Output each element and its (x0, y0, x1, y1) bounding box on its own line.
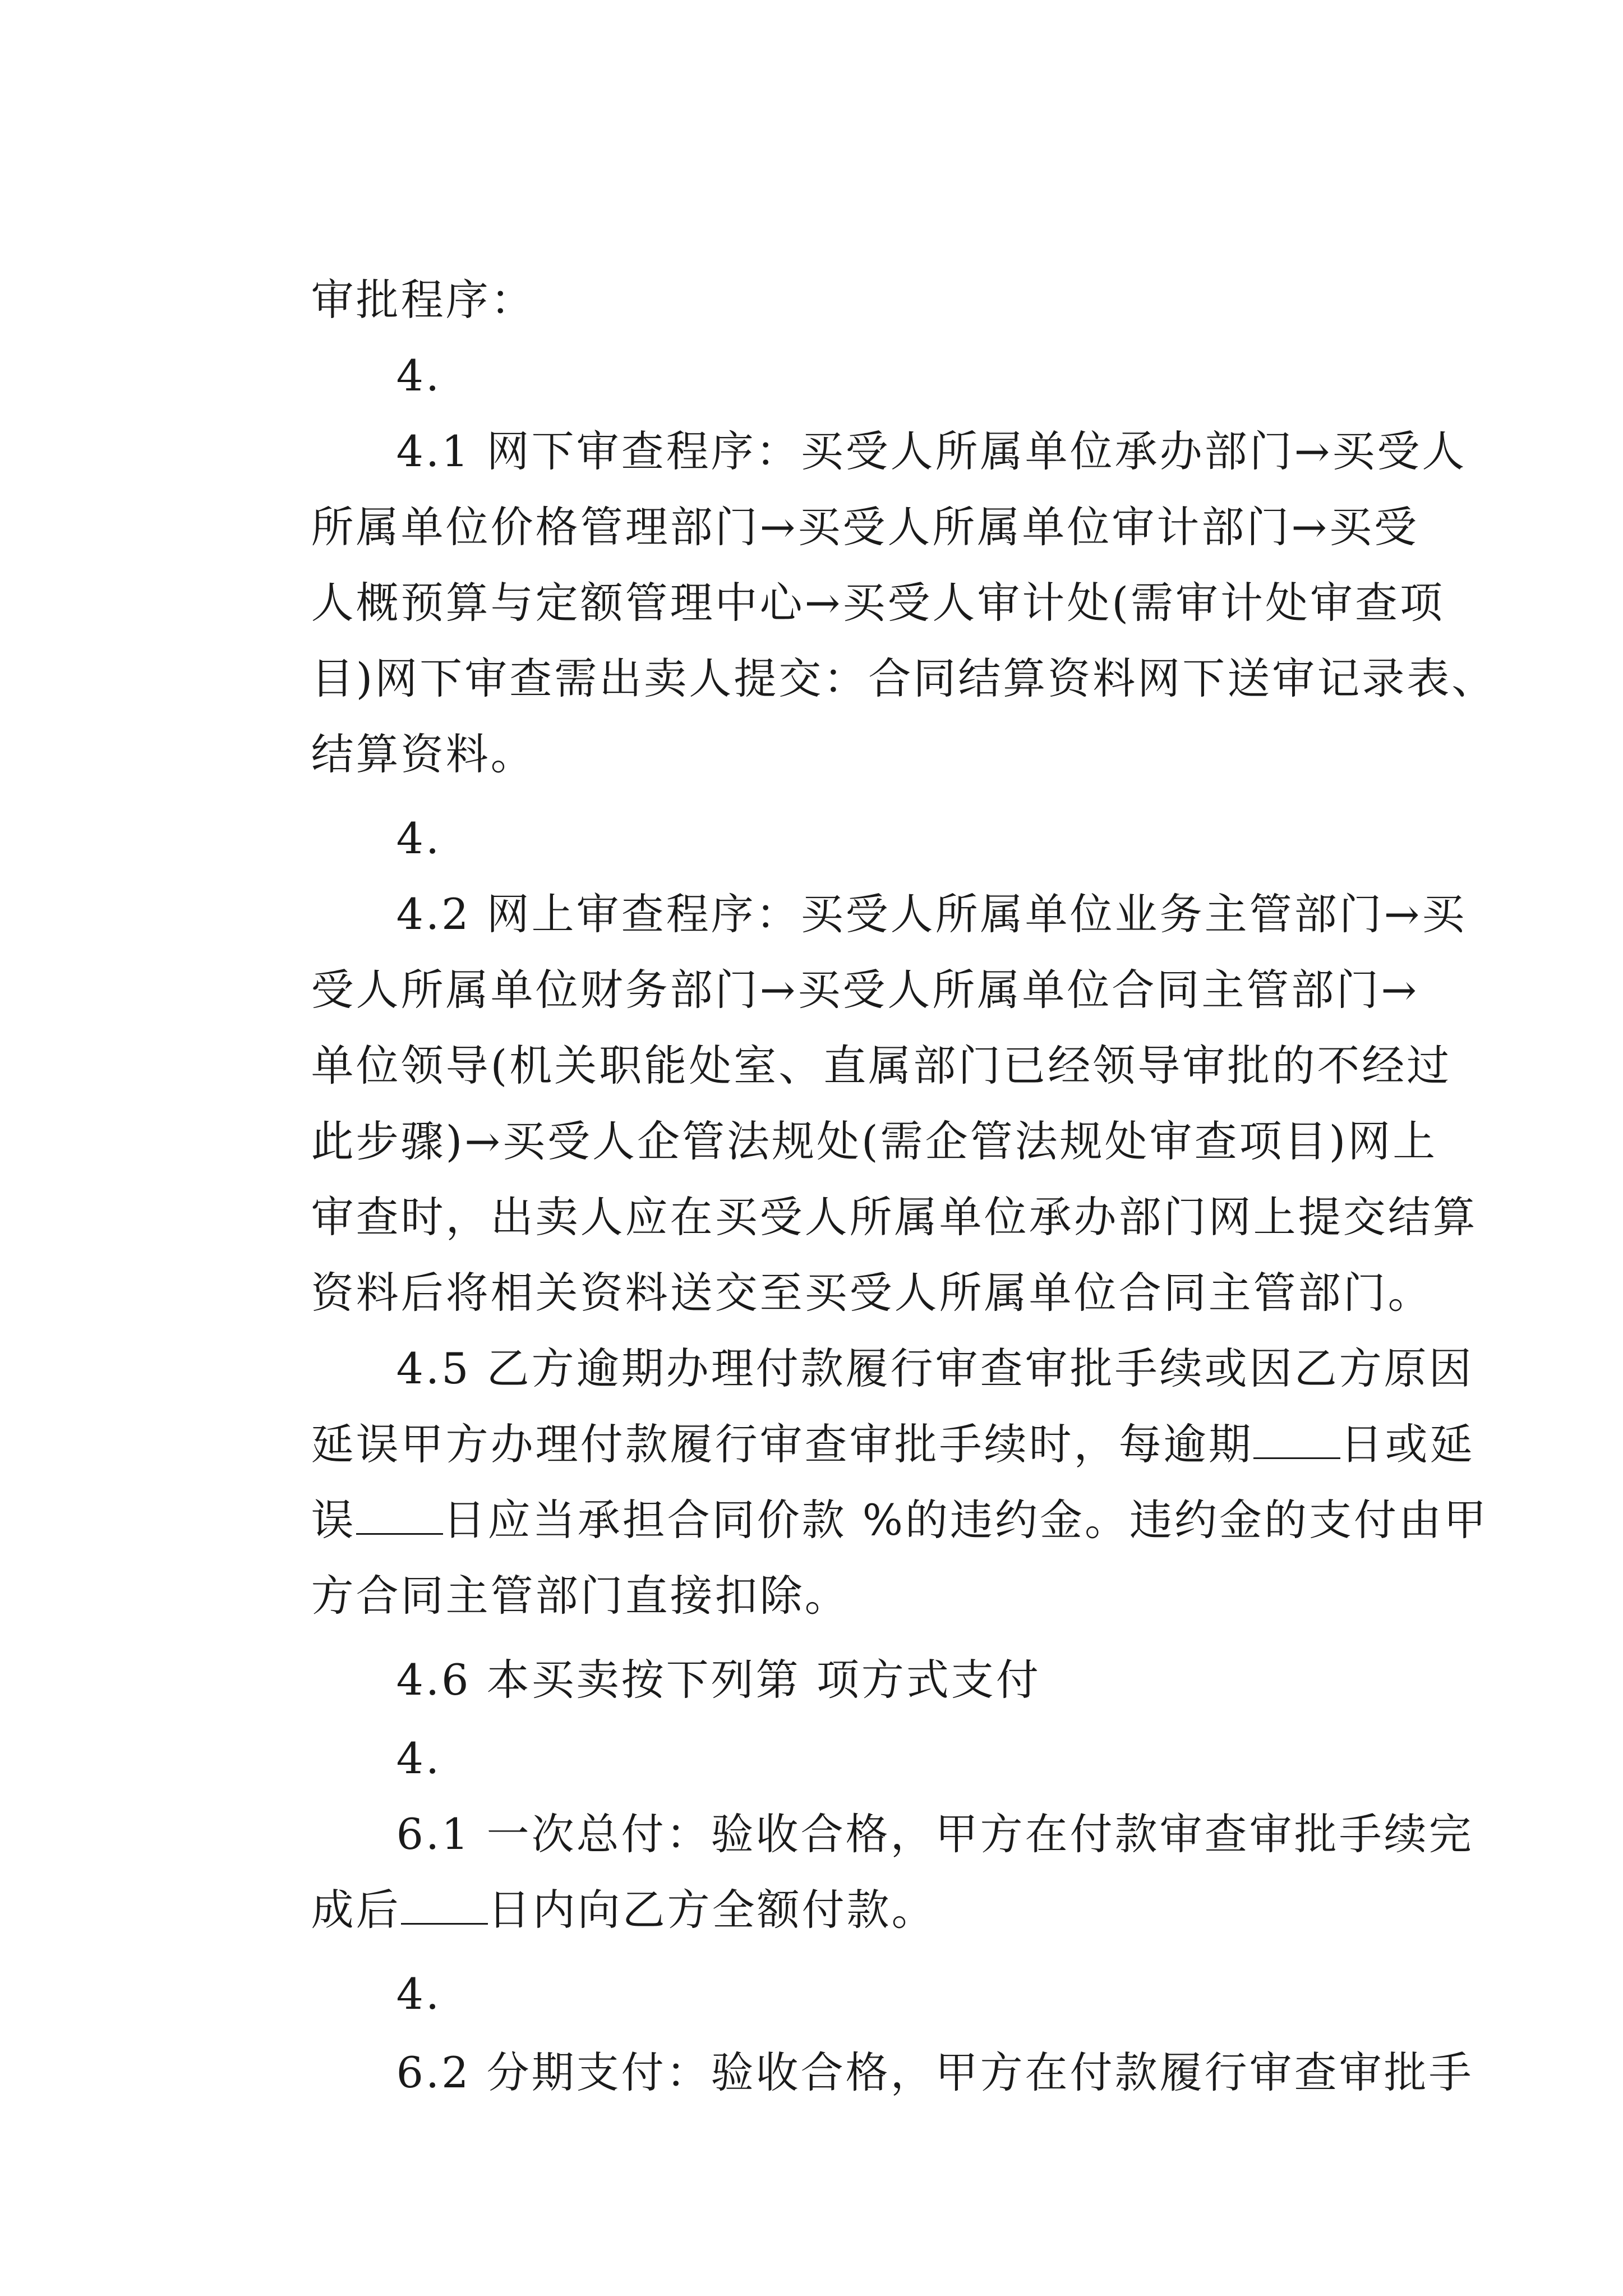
text-line (333, 830, 1467, 939)
line-text: 6.2 分期支付：验收合格，甲方在付款履行审查审批手 (396, 2047, 1474, 2097)
text-line (333, 754, 442, 863)
text-line (248, 216, 536, 325)
line-text: 成后 (311, 1885, 401, 1935)
line-text: 4.1 网下审查程序：买受人所属单位承办部门→买受人 (396, 426, 1467, 476)
text-line (248, 1512, 850, 1621)
text-line (333, 1989, 1474, 2097)
line-text: 方合同主管部门直接扣除。 (311, 1571, 850, 1621)
text-line (248, 519, 1445, 628)
line-text: 日应当承担合同价款 %的违约金。违约金的支付由甲 (442, 1495, 1489, 1545)
text-line (248, 1360, 1475, 1469)
text-line (333, 1596, 1041, 1705)
text-line (333, 1910, 442, 2019)
line-text: 4.5 乙方逾期办理付款履行审查审批手续或因乙方原因 (396, 1343, 1474, 1393)
text-line (248, 906, 1419, 1015)
line-text: 资料后将相关资料送交至买受人所属单位合同主管部门。 (311, 1268, 1433, 1318)
text-line (333, 1674, 442, 1783)
text-line (248, 595, 1497, 703)
line-text: 4. (396, 1733, 442, 1783)
text-line (248, 670, 536, 779)
line-text: 4.6 本买卖按下列第 项方式支付 (396, 1655, 1041, 1705)
text-line (248, 1826, 937, 1935)
line-text: 审批程序： (311, 275, 536, 325)
text-line (333, 1750, 1474, 1859)
line-text: 日或延 (1340, 1419, 1475, 1469)
line-text: 误 (311, 1495, 356, 1545)
text-line (333, 367, 1467, 476)
line-text: 4. (396, 1969, 442, 2019)
line-text: 4. (396, 813, 442, 863)
line-text: 此步骤)→买受人企管法规处(需企管法规处审查项目)网上 (311, 1116, 1438, 1166)
line-text: 延误甲方办理付款履行审查审批手续时，每逾期 (311, 1419, 1253, 1469)
line-text: 4. (396, 351, 442, 401)
text-line (248, 1057, 1438, 1166)
line-text: 审查时，出卖人应在买受人所属单位承办部门网上提交结算 (311, 1192, 1478, 1242)
line-text: 4.2 网上审查程序：买受人所属单位业务主管部门→买 (396, 889, 1467, 939)
line-text: 人概预算与定额管理中心→买受人审计处(需审计处审查项 (311, 578, 1445, 628)
text-line (333, 1285, 1474, 1393)
text-line (248, 1209, 1433, 1318)
text-line (333, 292, 442, 401)
line-text: 6.1 一次总付：验收合格，甲方在付款审查审批手续完 (396, 1809, 1474, 1859)
text-line (248, 443, 1419, 552)
text-line (248, 982, 1452, 1091)
line-text: 所属单位价格管理部门→买受人所属单位审计部门→买受 (311, 502, 1419, 552)
line-text: 日内向乙方全额付款。 (487, 1885, 937, 1935)
line-text: 结算资料。 (311, 729, 536, 779)
text-line (248, 1436, 1489, 1545)
line-text: 目)网下审查需出卖人提交：合同结算资料网下送审记录表、 (311, 654, 1497, 703)
text-line (248, 1133, 1478, 1242)
line-text: 单位领导(机关职能处室、直属部门已经领导审批的不经过 (311, 1041, 1452, 1091)
line-text: 受人所属单位财务部门→买受人所属单位合同主管部门→ (311, 965, 1419, 1015)
